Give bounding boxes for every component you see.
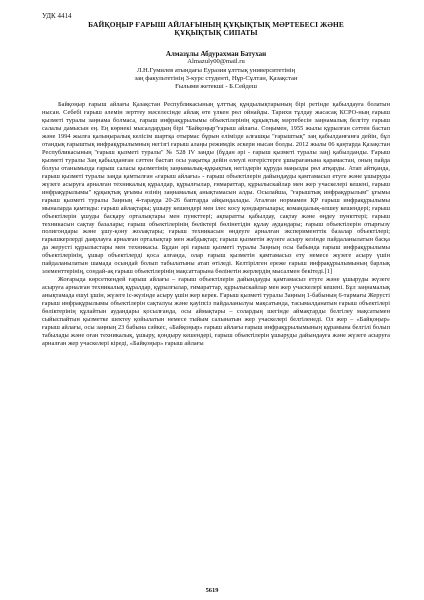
article-body bbox=[42, 101, 390, 348]
affiliation-line-1: Л.Н.Гумилев атындағы Еуразия ұлттық университетінің bbox=[136, 66, 296, 74]
udk-code: УДК 4414 bbox=[42, 12, 72, 20]
title-line-2: ҚҰҚЫҚТЫҚ СИПАТЫ bbox=[174, 28, 258, 38]
paragraph-2: Жоғарыда көрсеткендей ғарыш айлағы – ғарыш объектілерін дайындауды қамтамасыз етуге және ұшыруды жүзеге асыруға арналған техникалық құралдар, құрылғылар, ғимараттар, құрылыскайлар мен жер учаскелері кешені. Бұл заңнамалық анықтамада ешуі ұшін, жүзеге іс-жүзінде асыру ұшін жер керек. Ғарыш қызметі туралы Заңның 1-бабының 6-тармағы Жерусті ғарыш инфрақұрылымы объектілерін сақталуы және қауіпсіз пайдаланылуы мақсатында, тасымалданатын ғарыш объектілері бөліктерінің құлайтын аудандары қосылғанда, осы аймақтары – солардың шегінде аймақтарды белгілеу мақсатымен сыйыспайтын қызметке шектеу қойылатын немесе тыйым салынатын жер учаскелері белгіленеді. Ол жер – «Байқоңыр» ғарыш айлағы, осы заңның 23 бабына сәйкес, «Байқоңыр» ғарыш айлағы ғарыш инфрақұрылымының құрамына белгілі болып табылады және оған техникалық, ұшыру, қондыру кешендері, ғарыш объектілерін ұшыруды дайындауға және жүзеге асыруға арналған жер учаскелері кіреді, «Байқоңыр» ғарыш айлағы bbox=[42, 276, 390, 347]
paragraph-1: Байқоңыр ғарыш айлағы Қазақстан Республикасының ұлттық құндылықтарының бірі ретінде қабылдауға болатын нысан. Себебі ғарыш әлемін зерттеу мәселесінде айлақ өте үлкен рөл ойнайды. Тарихи тұлдау жасасақ КСРО-ның ғарыш қызметі туралы заңнама болмаса, ғарыш инфрақұрылымы объектілерінің құқықтық мәртебесін заңнамалық белгіту ғарыш салалы дамысын ең. Ең көрнекі мысалдардың бірі "Байқоңыр"ғарыш айлағы. Соңымен, 1955 жылы құрылған сәттен бастап және 1994 жылға қалыңыралық келісім шартқа отырмас бұрын еліміздe алғашқы "ғарыштық" заң қабылданғанға дейін, бұл отандық ғарыштық инфрақұрылымның негізгі ғарыш алаңы режимдік әскери нысан болды. 2012 жылы 06 қаңтарда Қазақстан Республикасының "ғарыш қызметі туралы" № 528 IV заңды (бұдан әрі - ғарыш қызметі туралы заң) қабылданды. Ғарыш қызметі туралы Заң қабылданған сәттен бастап осы уақытқа дейін елеулі өзгерістерге ұшырағанына қарамастан, оның пайда болуы отанымызда ғарыш саласы қызметінің заңнамалық-құқықтық негіздерін құруда маңызды рөл атқарды. Атап айтқанда, ғарыш қызметі туралы заңда қамтылған «ғарыш айлағы» - ғарыш объектілерін дайындауды қамтамасыз етуге және ұшыруды жүзеге асыруға арналған техникалық құралдар, құрылғылар, ғимараттар, құрылыскайлар мен жер учаскелері кешені, ғарыш инфрақұрылымы" құқықтық ұғымы өзінің заңнамалық анықтамасын алды. Осылайша, "ғарыштық инфрақұрылым" ұғымы ғарыш қызметі туралы Заңның 4-тарауда 20-26 баптарда айқындалады. Аталған нормамен ҚР ғарыш инфрақұрылымы мыналарда қамтиды: ғарыш айлақтары; ұшыру кешендері мен ілес косу қондырғылары; командалық-өлшеу кешендері; ғарыш объектілерін ұшуды басқару орталықтары мен пункттері; ақпаратты қабылдау, сақтау және өңдеу пункттері; ғарыш техникасын сақтау базалары; ғарыш объектілерінің бөліктері бөлінетідін құлау аудандары; ғарыш объектілерін отырғызу полигондары және ұшу-қону жолақтары; ғарыш техникасын өндеуге арналған эксперименттік базалар объектілері; ғарышкерлерді даярлауға арналған орталықтар мен жабдықтар; ғарыш қызметін жүзеге асыру кезінде пайдаланылатын басқа да жерусті құрылыстары мен техникасы. Бұдан әрі ғарыш қызметі туралы Заңның осы бабында ғарыш инфрақұрылымы объектілерінің, ұшыр объектілерді қоса алғанда, олар ғарыш қызметін қамтамасыз ету немесе жүзеге асыру үшін пайдаланылатын шамада осындай болып табылатыны атап өтіледі. Келтірілген ереже ғарыш инфрақұрылымының барлық элементтерінің, сондай-ақ ғарыш объектілерінің мақсаттарына бөлінетін жерлердің мысалмен бекітеді.[1] bbox=[42, 101, 390, 276]
supervisor: Ғылыми жетекші - Б.Сейдеш bbox=[175, 83, 257, 91]
affiliation-line-2: заң факультетінің 3-курс студенті, Нұр-Сұлтан, Қазақстан bbox=[134, 74, 298, 82]
page-number: 5619 bbox=[205, 587, 219, 594]
article-title bbox=[42, 21, 390, 38]
title-line-1: БАЙҚОҢЫР ҒАРЫШ АЙЛАҒЫНЫҢ ҚҰҚЫҚТЫҚ МӘРТЕБЕСІ ЖӘНЕ bbox=[88, 20, 344, 29]
author-email: Almazuly00@mail.ru bbox=[187, 58, 245, 66]
author-name: Алмазұлы Абдурахман Батухан bbox=[165, 49, 267, 58]
